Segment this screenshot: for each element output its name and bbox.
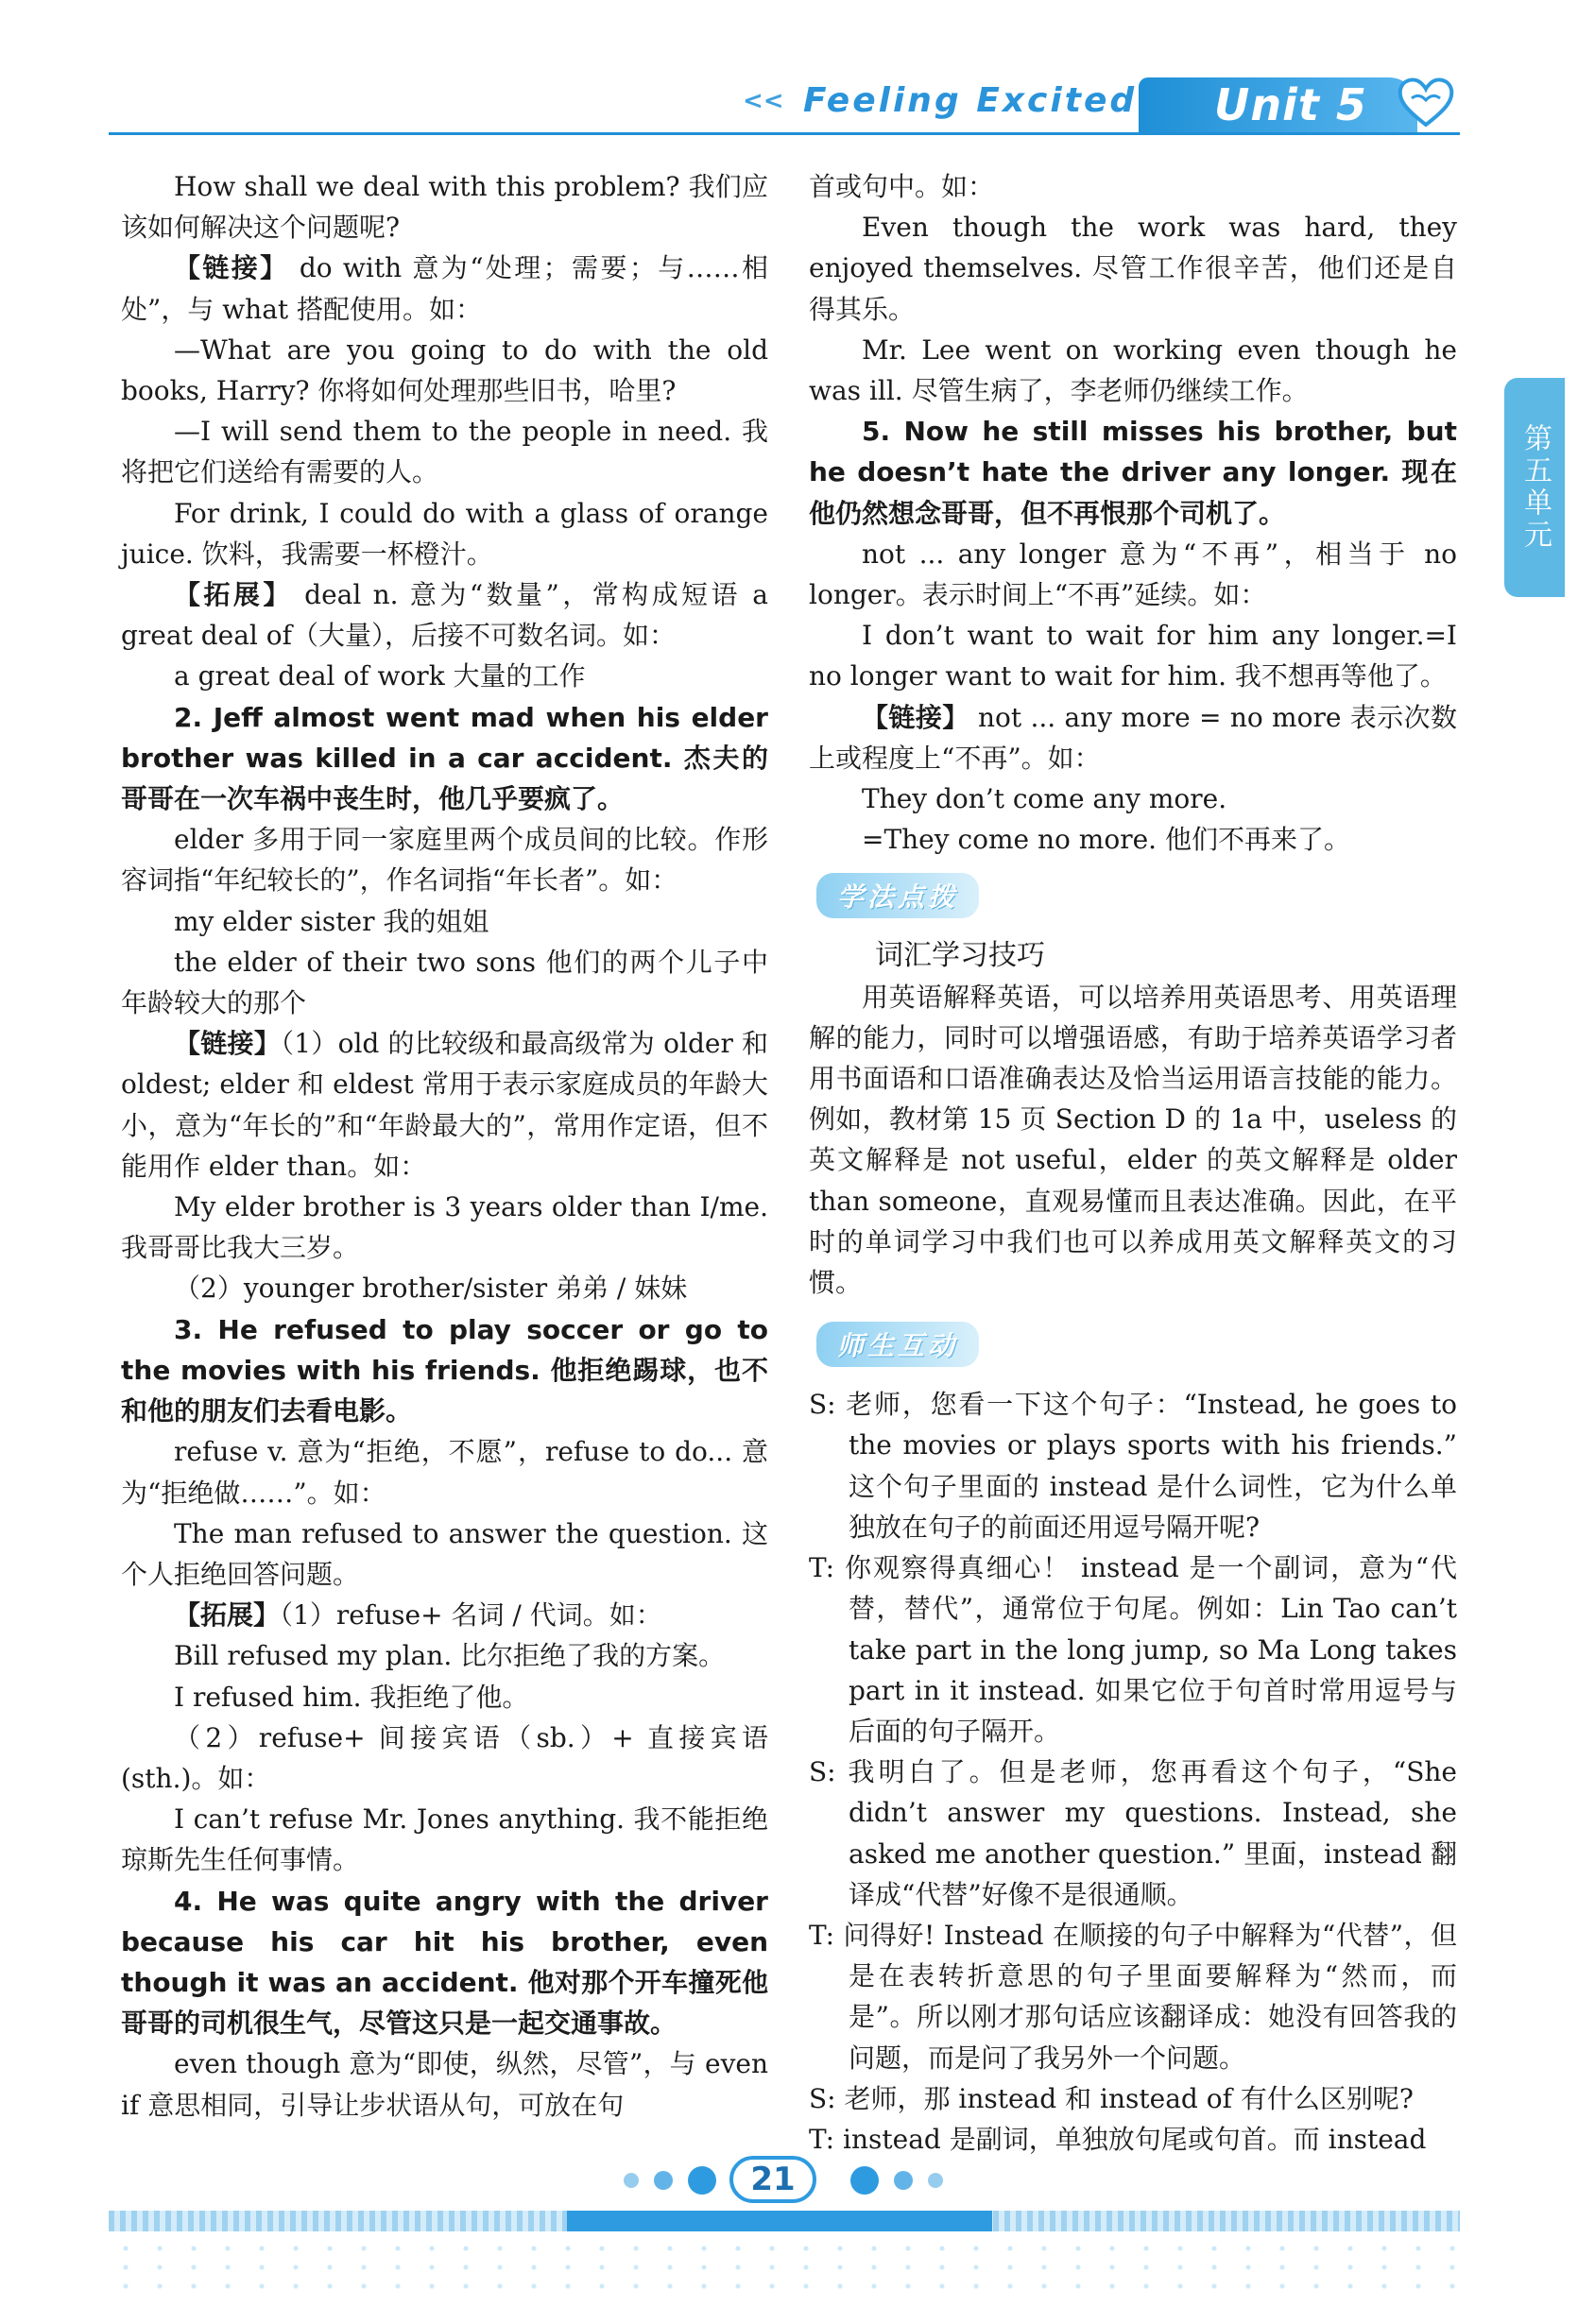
- dialog-line: [809, 1752, 1457, 1915]
- link-note: [121, 248, 768, 329]
- dialog-text: 问得好! Instead 在顺接的句子中解释为“代替”，但是在表转折意思的句子里面要解释为“然而，而是”。所以刚才那句话应该翻译成：她没有回答我的问题，而是问了我另外一个问题。: [843, 1919, 1457, 2074]
- explanation: even though 意为“即使，纵然，尽管”，与 even if 意思相同，引导让步状语从句，可放在句: [121, 2048, 768, 2121]
- example-sentence: The man refused to answer the question. 这个人拒绝回答问题。: [121, 1517, 768, 1590]
- speaker-label: S:: [809, 1389, 836, 1421]
- side-tab-unit: 第五单元: [1504, 378, 1565, 597]
- link-text: do with 意为“处理；需要；与……相处”，与 what 搭配使用。如：: [121, 252, 768, 325]
- extend-note: [121, 1595, 768, 1635]
- key-sentence-2: 2. Jeff almost went mad when his elder brother was killed in a car accident. 杰夫的哥哥在一次车祸中丧生时，他几乎要疯了。: [121, 701, 768, 815]
- speaker-label: T:: [809, 1552, 835, 1584]
- heart-icon: [1397, 76, 1455, 128]
- example-sentence: the elder of their two sons 他们的两个儿子中年龄较大的那个: [121, 946, 768, 1019]
- dialog-text: instead 是副词，单独放句尾或句首。而 instead: [843, 2123, 1427, 2155]
- explanation: refuse v. 意为“拒绝，不愿”，refuse to do... 意为“拒绝做……”。如：: [121, 1436, 768, 1509]
- explanation: not ... any longer 意为“不再”，相当于 no longer。表示时间上“不再”延续。如：: [809, 538, 1457, 611]
- dialog-text: 你观察得真细心！ instead 是一个副词，意为“代替，替代”，通常位于句尾。例如：Lin Tao can’t take part in the long jump, so Ma Long takes part in it instead. 如果它位于句首时常用逗号与后面的句子隔开。: [844, 1552, 1457, 1747]
- explanation: elder 多用于同一家庭里两个成员间的比较。作形容词指“年纪较长的”，作名词指“年长者”。如：: [121, 824, 768, 897]
- dialog-text: 老师，那 instead 和 instead of 有什么区别呢?: [844, 2082, 1414, 2114]
- key-sentence-4: 4. He was quite angry with the driver because his car hit his brother, even though it was an accident. 他对那个开车撞死他哥哥的司机很生气，尽管这只是一起交通事故。: [121, 1885, 768, 2040]
- example-sentence: —What are you going to do with the old books, Harry? 你将如何处理那些旧书，哈里?: [121, 333, 768, 407]
- example-sentence: For drink, I could do with a glass of orange juice. 饮料，我需要一杯橙汁。: [121, 497, 768, 570]
- example-sentence: I can’t refuse Mr. Jones anything. 我不能拒绝琼斯先生任何事情。: [121, 1803, 768, 1876]
- speaker-label: T:: [809, 2123, 835, 2155]
- key-sentence-5: 5. Now he still misses his brother, but he doesn’t hate the driver any longer. 现在他仍然想念哥哥，但不再恨那个司机了。: [809, 416, 1457, 529]
- section-banner-study-tips: [816, 867, 1457, 924]
- section-title: 师生互动: [816, 1322, 979, 1367]
- explanation: （2）refuse+ 间接宾语（sb.）+ 直接宾语 (sth.)。如：: [121, 1721, 768, 1794]
- left-column: [121, 166, 768, 2126]
- key-sentence-3: 3. He refused to play soccer or go to the movies with his friends. 他拒绝踢球，也不和他的朋友们去看电影。: [121, 1313, 768, 1427]
- page-dots-right: [850, 2163, 943, 2197]
- unit-title: Unit 5: [1214, 79, 1367, 130]
- example-sentence: How shall we deal with this problem? 我们应该如何解决这个问题呢?: [121, 171, 768, 244]
- example-sentence: Even though the work was hard, they enjoyed themselves. 尽管工作很辛苦，他们还是自得其乐。: [809, 212, 1457, 325]
- section-heading: 词汇学习技巧: [875, 939, 1045, 973]
- header-rule: [109, 132, 1460, 135]
- decor-dot: [688, 2166, 716, 2195]
- example-sentence: Bill refused my plan. 比尔拒绝了我的方案。: [174, 1640, 726, 1672]
- example-sentence: （2）younger brother/sister 弟弟 / 妹妹: [174, 1273, 688, 1305]
- dialog-line: [809, 1915, 1457, 2078]
- section-banner-dialog: [816, 1316, 1457, 1373]
- example-sentence: My elder brother is 3 years older than I/me. 我哥哥比我大三岁。: [121, 1191, 768, 1264]
- decor-dot: [654, 2171, 673, 2190]
- example-sentence: =They come no more. 他们不再来了。: [862, 824, 1350, 856]
- dialog-text: 我明白了。但是老师，您再看这个句子，“She didn’t answer my questions. Instead, she asked me another question.” 里面，instead 翻译成“代替”好像不是很通顺。: [848, 1756, 1457, 1910]
- decor-dot: [928, 2173, 943, 2188]
- example-sentence: —I will send them to the people in need. 我将把它们送给有需要的人。: [121, 416, 768, 488]
- unit-subtitle: Feeling Excited: [803, 81, 1138, 120]
- extend-tag: 【拓展】: [174, 1599, 281, 1632]
- example-sentence: They don’t come any more.: [862, 783, 1227, 815]
- speaker-label: S:: [809, 2082, 836, 2114]
- chevron-left-icon: <<: [743, 87, 784, 115]
- decor-dot: [894, 2171, 913, 2190]
- example-sentence: a great deal of work 大量的工作: [174, 660, 586, 692]
- link-note: [809, 697, 1457, 778]
- link-tag: 【链接】: [862, 701, 969, 733]
- example-sentence: Mr. Lee went on working even though he was ill. 尽管生病了，李老师仍继续工作。: [809, 333, 1457, 407]
- link-tag: 【链接】: [174, 252, 289, 284]
- link-text: not ... any more = no more 表示次数上或程度上“不再”。如：: [809, 701, 1457, 774]
- decor-dot: [624, 2173, 639, 2188]
- page-number: 21: [729, 2156, 816, 2203]
- link-note: [121, 1023, 768, 1187]
- section-title: 学法点拨: [816, 873, 979, 918]
- dialog-line: [809, 2119, 1457, 2160]
- example-sentence: I refused him. 我拒绝了他。: [174, 1681, 529, 1713]
- right-column: [809, 166, 1457, 2160]
- example-sentence: my elder sister 我的姐姐: [174, 905, 489, 937]
- dialog-text: 老师，您看一下这个句子：“Instead, he goes to the movies or plays sports with his friends.” 这个句子里面的 instead 是什么词性，它为什么单独放在句子的前面还用逗号隔开呢?: [846, 1389, 1457, 1543]
- footer-decoration: [109, 2239, 1460, 2296]
- link-tag: 【链接】: [174, 1028, 282, 1060]
- extend-note: [121, 574, 768, 656]
- section-body: 用英语解释英语，可以培养用英语思考、用英语理解的能力，同时可以增强语感，有助于培养英语学习者用书面语和口语准确表达及恰当运用语言技能的能力。例如，教材第 15 页 Section D 的 1a 中，useless 的英文解释是 not useful，elder 的英文解释是 older than someone，直观易懂而且表达准确。因此，在平时的单词学习中我们也可以养成用英文解释英文的习惯。: [809, 981, 1457, 1299]
- extend-tag: 【拓展】: [174, 579, 293, 611]
- dialog-line: [809, 1384, 1457, 1547]
- page-dots-left: [624, 2163, 716, 2197]
- footer-band-center: [567, 2211, 992, 2231]
- extend-text: （1）refuse+ 名词 / 代词。如：: [280, 1599, 662, 1632]
- dialog-line: [809, 1547, 1457, 1752]
- decor-dot: [850, 2166, 879, 2195]
- explanation-continued: 首或句中。如：: [809, 171, 995, 202]
- speaker-label: S:: [809, 1756, 836, 1788]
- example-sentence: I don’t want to wait for him any longer.=I no longer want to wait for him. 我不想再等他了。: [809, 620, 1457, 692]
- link-text: （1）old 的比较级和最高级常为 older 和 oldest; elder 和 eldest 常用于表示家庭成员的年龄大小，意为“年长的”和“年龄最大的”，常用作定语，但不能用作 elder than。如：: [121, 1028, 768, 1182]
- speaker-label: T:: [809, 1919, 835, 1951]
- extend-text: deal n. 意为“数量”，常构成短语 a great deal of（大量），后接不可数名词。如：: [121, 579, 768, 652]
- dialog-line: [809, 2078, 1457, 2119]
